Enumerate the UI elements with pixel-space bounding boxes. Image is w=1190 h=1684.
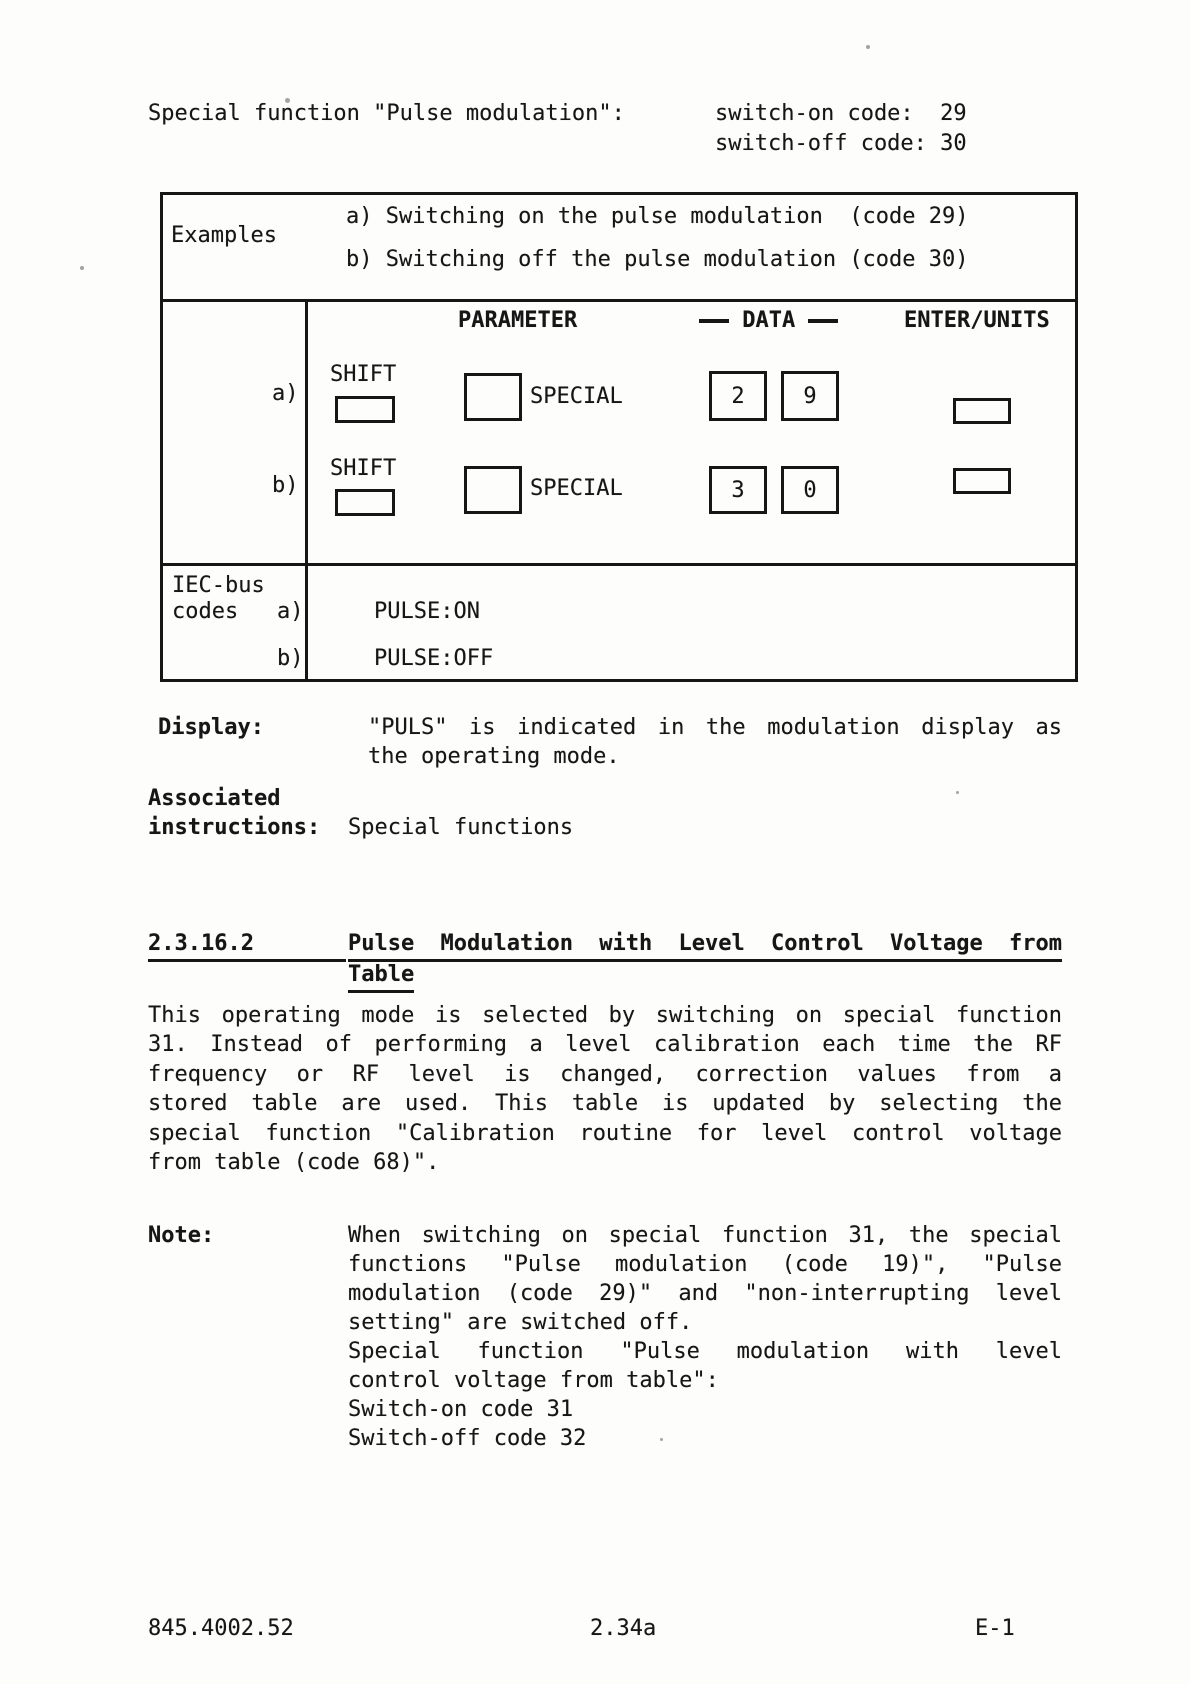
example-a-text: a) Switching on the pulse modulation (code 29) — [346, 204, 969, 229]
enter-units-key — [953, 398, 1011, 424]
row-b-label: b) — [272, 473, 299, 498]
table-divider-vertical — [305, 299, 308, 679]
digit-key: 2 — [709, 371, 767, 421]
digit-key: 0 — [781, 466, 839, 514]
row-b-special-label: SPECIAL — [530, 476, 623, 501]
note-line: Special function "Pulse modulation with level — [348, 1339, 1062, 1364]
column-header-parameter: PARAMETER — [458, 308, 578, 333]
note-label: Note: — [148, 1223, 215, 1248]
scan-speckle — [80, 266, 84, 270]
shift-key — [335, 396, 395, 423]
associated-value: Special functions — [348, 815, 574, 840]
associated-label-line1: Associated — [148, 786, 281, 811]
paragraph-line: special function "Calibration routine for level control voltage — [148, 1121, 1062, 1146]
note-line: When switching on special function 31, the special — [348, 1223, 1062, 1248]
column-header-data: DATA — [699, 308, 838, 334]
footer-page-number: 2.34a — [590, 1616, 657, 1641]
column-header-enter-units: ENTER/UNITS — [904, 308, 1050, 333]
row-b-shift-label: SHIFT — [330, 456, 397, 481]
iec-bus-label-line1: IEC-bus — [172, 573, 265, 598]
examples-label: Examples — [171, 223, 277, 248]
row-a-label: a) — [272, 381, 299, 406]
display-label: Display: — [158, 715, 264, 740]
examples-table — [160, 192, 1078, 682]
row-a-shift-label: SHIFT — [330, 362, 397, 387]
note-line: modulation (code 29)" and "non-interrupting level — [348, 1281, 1062, 1306]
scan-speckle — [660, 1438, 663, 1441]
table-divider-horizontal — [163, 563, 1075, 566]
iec-row-b-code: PULSE:OFF — [374, 646, 494, 671]
special-key — [464, 466, 522, 514]
display-text-line: "PULS" is indicated in the modulation display as — [368, 715, 1062, 740]
table-divider-horizontal — [163, 299, 1075, 302]
switch-off-code: switch-off code: 30 — [715, 131, 967, 156]
paragraph-line: from table (code 68)". — [148, 1150, 440, 1175]
scan-speckle — [866, 45, 870, 49]
shift-key — [335, 489, 395, 516]
section-title-line1: Pulse Modulation with Level Control Voltage from — [348, 931, 1062, 962]
switch-on-code: switch-on code: 29 — [715, 101, 967, 126]
iec-row-b-label: b) — [277, 646, 304, 671]
digit-key: 9 — [781, 371, 839, 421]
section-title-line2: Table — [348, 962, 414, 993]
enter-units-key — [953, 468, 1011, 494]
display-text-line: the operating mode. — [368, 744, 620, 769]
section-number: 2.3.16.2 — [148, 931, 346, 962]
footer-document-number: 845.4002.52 — [148, 1616, 294, 1641]
digit-key: 3 — [709, 466, 767, 514]
note-switch-off-code: Switch-off code 32 — [348, 1426, 587, 1451]
note-line: functions "Pulse modulation (code 19)", "Pulse — [348, 1252, 1062, 1277]
row-a-special-label: SPECIAL — [530, 384, 623, 409]
iec-bus-label-line2: codes — [172, 599, 239, 624]
paragraph-line: frequency or RF level is changed, correction values from a — [148, 1062, 1062, 1087]
note-switch-on-code: Switch-on code 31 — [348, 1397, 574, 1422]
associated-label-line2: instructions: — [148, 815, 321, 840]
paragraph-line: 31. Instead of performing a level calibration each time the RF — [148, 1032, 1062, 1057]
paragraph-line: This operating mode is selected by switching on special function — [148, 1003, 1062, 1028]
scan-speckle — [956, 791, 959, 794]
paragraph-line: stored table are used. This table is updated by selecting the — [148, 1091, 1062, 1116]
special-function-title: Special function "Pulse modulation": — [148, 101, 625, 126]
note-line: control voltage from table": — [348, 1368, 719, 1393]
data-underline-bar — [808, 319, 838, 323]
special-key — [464, 373, 522, 421]
data-underline-bar — [699, 319, 729, 323]
iec-row-a-code: PULSE:ON — [374, 599, 480, 624]
note-line: setting" are switched off. — [348, 1310, 693, 1335]
footer-edition: E-1 — [975, 1616, 1015, 1641]
example-b-text: b) Switching off the pulse modulation (code 30) — [346, 247, 969, 272]
iec-row-a-label: a) — [277, 599, 304, 624]
